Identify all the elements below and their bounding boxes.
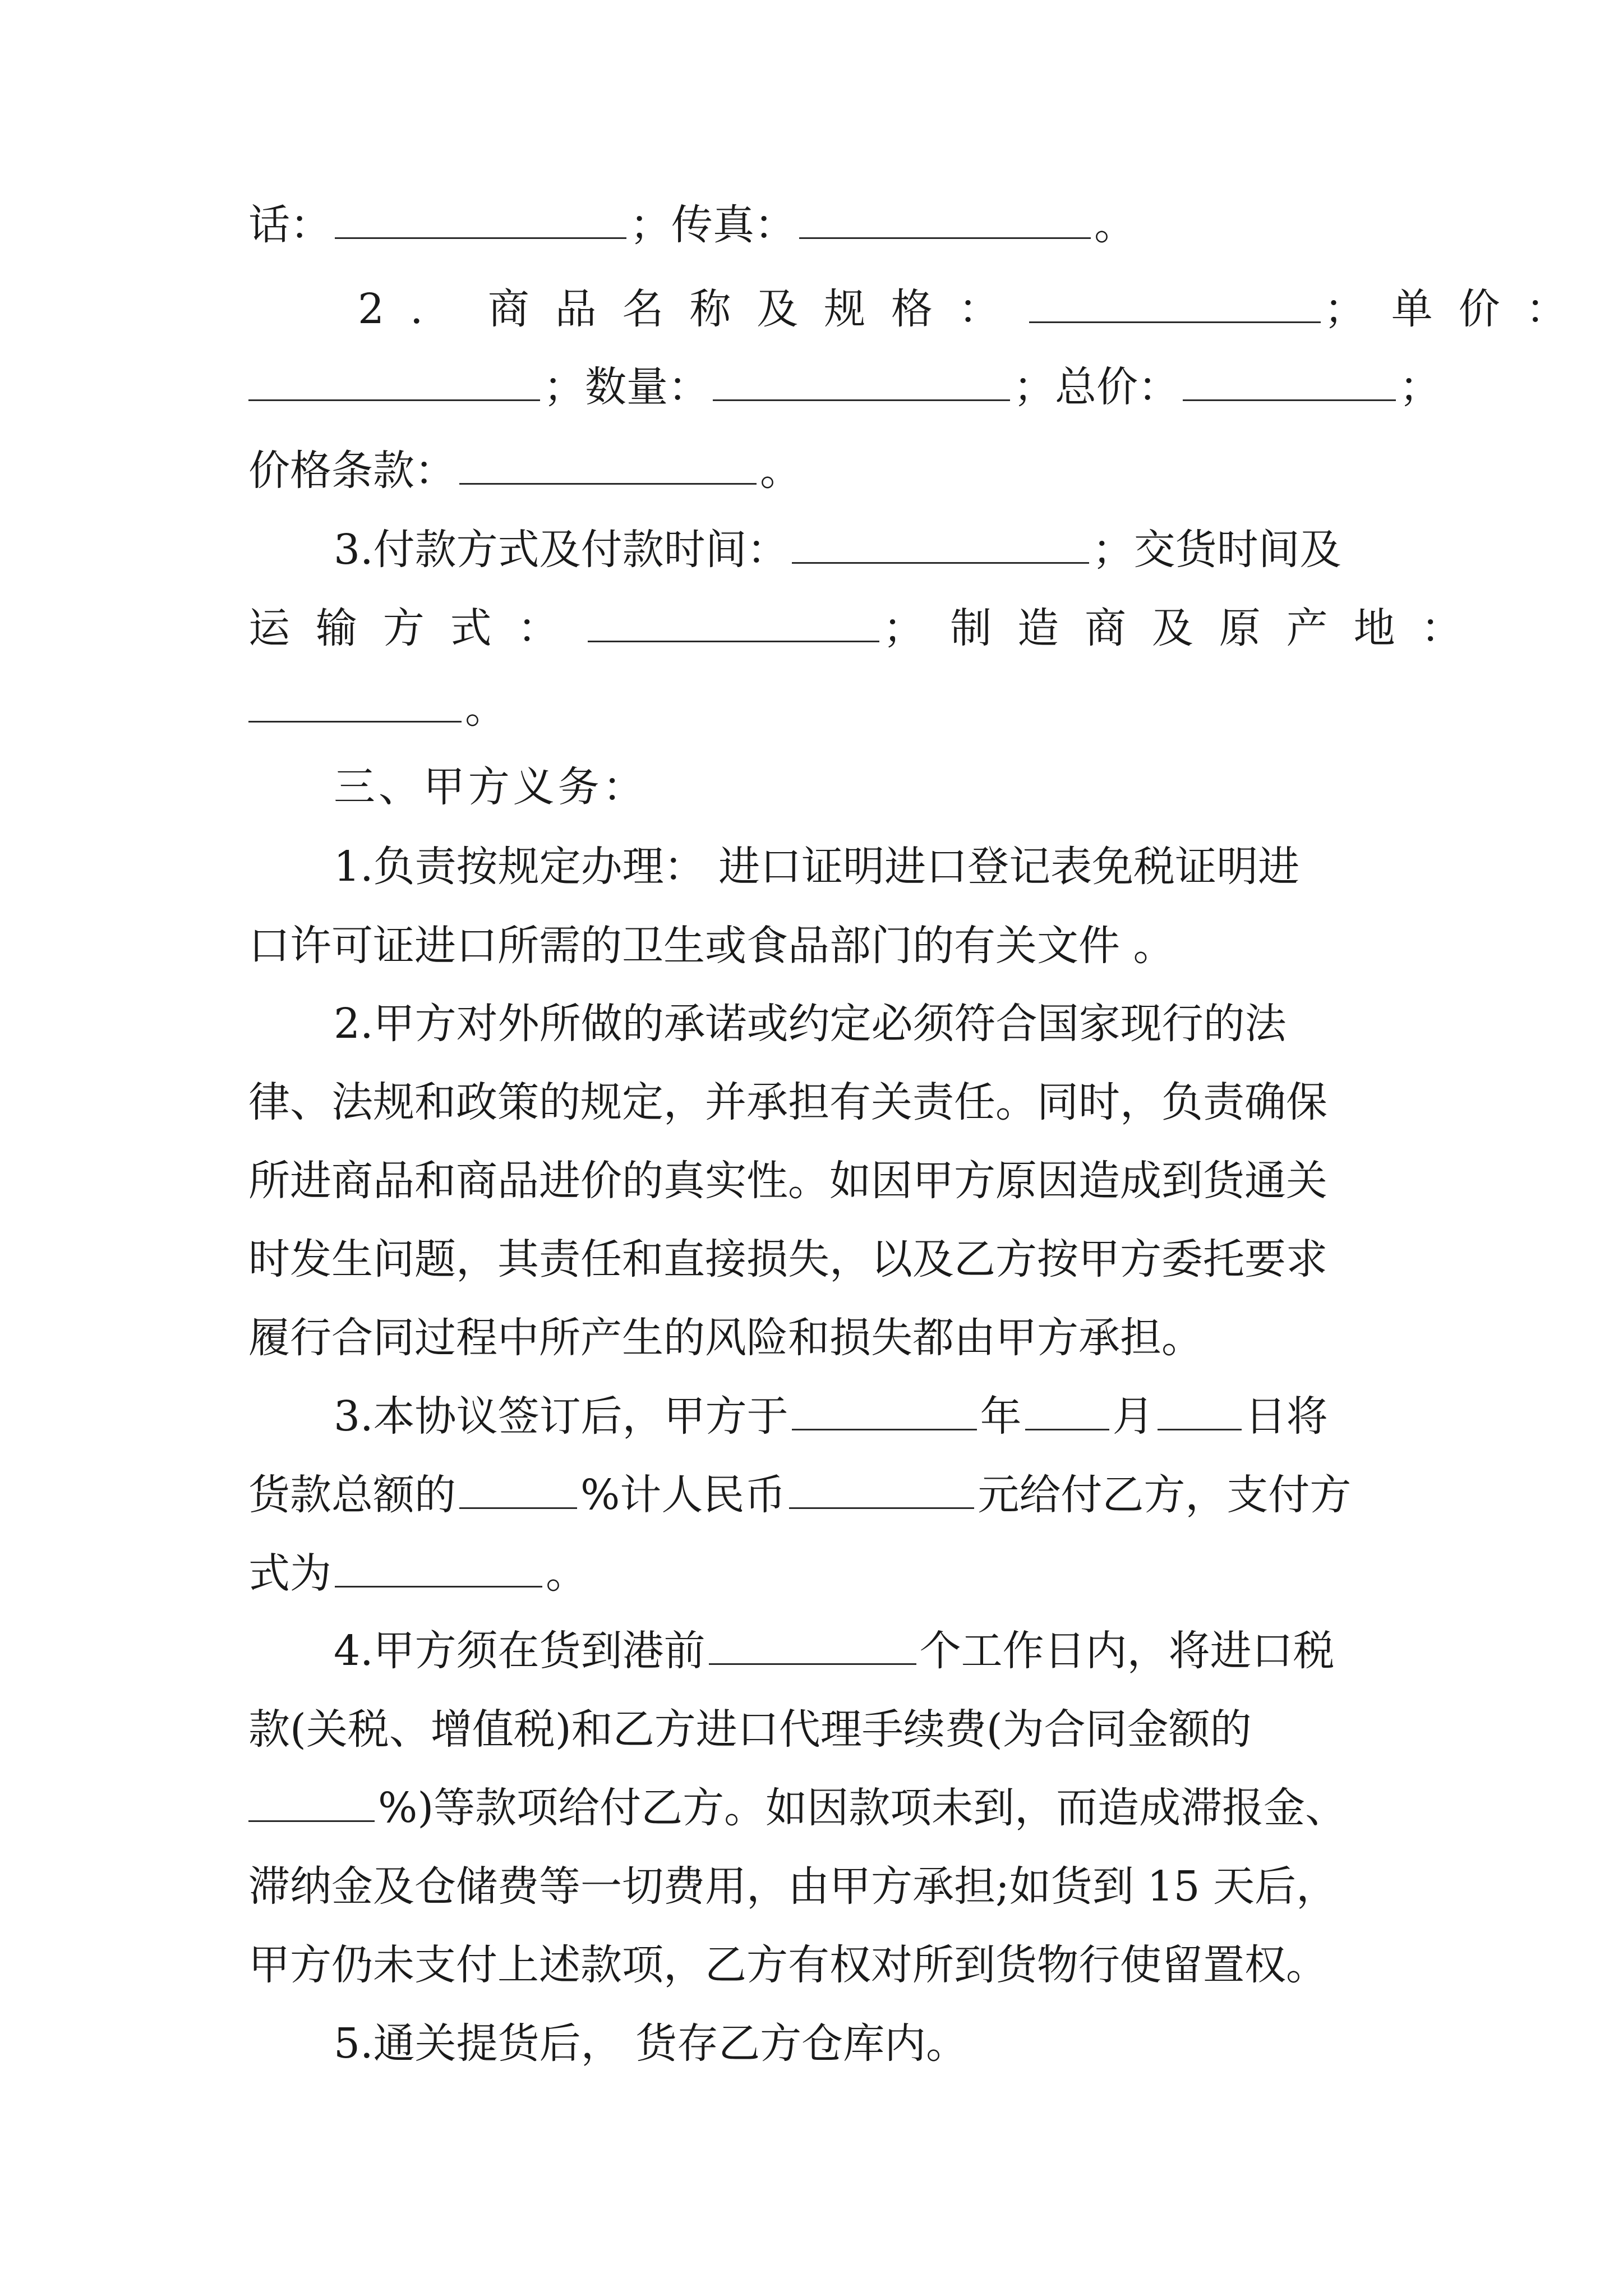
text-segment: ； xyxy=(1399,363,1441,411)
origin-blank[interactable] xyxy=(248,686,462,723)
heading-text: 三、甲方义务： xyxy=(334,763,648,811)
day-blank[interactable] xyxy=(1158,1394,1242,1430)
paragraph-line: 律、法规和政策的规定，并承担有关责任。同时，负责确保 xyxy=(248,1078,1327,1126)
fax-blank[interactable] xyxy=(799,203,1091,239)
text-segment: 元给付乙方，支付方 xyxy=(978,1471,1352,1519)
text-segment: 式为 xyxy=(248,1549,331,1598)
text-segment: 年 xyxy=(980,1392,1022,1441)
paragraph-line: 款(关税、增值税)和乙方进口代理手续费(为合同金额的 xyxy=(248,1705,1252,1754)
text-segment: 月 xyxy=(1112,1392,1154,1441)
paragraph-line: 口许可证进口所需的卫生或食品部门的有关文件 。 xyxy=(248,922,1175,970)
text-segment: ；制造商及原产地： xyxy=(883,604,1488,652)
total-price-blank[interactable] xyxy=(1183,365,1396,401)
fee-percent-blank[interactable] xyxy=(248,1786,375,1822)
paragraph-line: 1.负责按规定办理： 进口证明进口登记表免税证明进 xyxy=(334,843,1300,891)
text-segment: 。 xyxy=(760,447,801,495)
line-fee-percent xyxy=(248,1783,1347,1833)
unit-price-blank[interactable] xyxy=(248,365,540,401)
line-signing-date xyxy=(334,1391,1328,1442)
line-transport xyxy=(248,603,1488,654)
rmb-amount-blank[interactable] xyxy=(789,1473,974,1509)
paragraph-line: 甲方仍未支付上述款项，乙方有权对所到货物行使留置权。 xyxy=(248,1941,1327,1989)
text-segment: 2. 商品名称及规格： xyxy=(358,285,1026,333)
year-blank[interactable] xyxy=(792,1394,977,1430)
text-segment: 。 xyxy=(465,684,506,733)
transport-blank[interactable] xyxy=(588,606,879,642)
text-segment: 话： xyxy=(248,201,331,249)
line-payment xyxy=(334,524,1341,575)
paragraph-line: 5.通关提货后， 货存乙方仓库内。 xyxy=(334,2019,968,2068)
text-segment: 3.本协议签订后，甲方于 xyxy=(334,1392,789,1441)
text-segment: 个工作日内，将进口税 xyxy=(919,1627,1335,1675)
text-segment: 价格条款： xyxy=(248,447,456,495)
text-segment: 运输方式： xyxy=(248,604,585,652)
text-segment: 。 xyxy=(1094,201,1136,249)
line-phone-fax xyxy=(248,200,1136,250)
line-payment-amount xyxy=(248,1470,1351,1520)
quantity-blank[interactable] xyxy=(713,365,1010,401)
paragraph-line: 履行合同过程中所产生的风险和损失都由甲方承担。 xyxy=(248,1314,1203,1362)
text-segment: ；总价： xyxy=(1013,363,1179,411)
product-name-blank[interactable] xyxy=(1029,287,1321,323)
paragraph-line: 2.甲方对外所做的承诺或约定必须符合国家现行的法 xyxy=(334,1000,1287,1048)
percent-blank[interactable] xyxy=(459,1473,577,1509)
payment-method-blank[interactable] xyxy=(335,1551,542,1588)
section-heading xyxy=(334,762,647,812)
line-payment-method xyxy=(248,1548,587,1599)
line-product-name xyxy=(358,284,1593,334)
text-segment: 3.付款方式及付款时间： xyxy=(334,526,789,574)
paragraph-line: 所进商品和商品进价的真实性。如因甲方原因造成到货通关 xyxy=(248,1157,1327,1205)
line-price-terms xyxy=(248,445,801,496)
text-segment: ；数量： xyxy=(543,363,709,411)
line-origin xyxy=(248,683,506,734)
text-segment: %计人民币 xyxy=(580,1471,786,1519)
phone-blank[interactable] xyxy=(335,203,626,239)
workdays-blank[interactable] xyxy=(709,1628,916,1665)
text-segment: 4.甲方须在货到港前 xyxy=(334,1627,706,1675)
text-segment: ；交货时间及 xyxy=(1092,526,1341,574)
text-segment: 货款总额的 xyxy=(248,1471,456,1519)
month-blank[interactable] xyxy=(1025,1394,1109,1430)
text-segment: 。 xyxy=(546,1549,587,1598)
paragraph-line: 滞纳金及仓储费等一切费用，由甲方承担;如货到 15 天后， xyxy=(248,1862,1338,1911)
text-segment: ；传真： xyxy=(630,201,796,249)
text-segment: %)等款项给付乙方。如因款项未到，而造成滞报金、 xyxy=(378,1784,1347,1832)
text-segment: 日将 xyxy=(1244,1392,1328,1441)
line-workdays xyxy=(334,1626,1335,1676)
paragraph-line: 时发生问题，其责任和直接损失，以及乙方按甲方委托要求 xyxy=(248,1235,1327,1283)
line-quantity-total xyxy=(248,362,1441,412)
payment-blank[interactable] xyxy=(792,527,1089,564)
price-terms-blank[interactable] xyxy=(459,448,757,485)
text-segment: ；单价： xyxy=(1324,285,1593,333)
